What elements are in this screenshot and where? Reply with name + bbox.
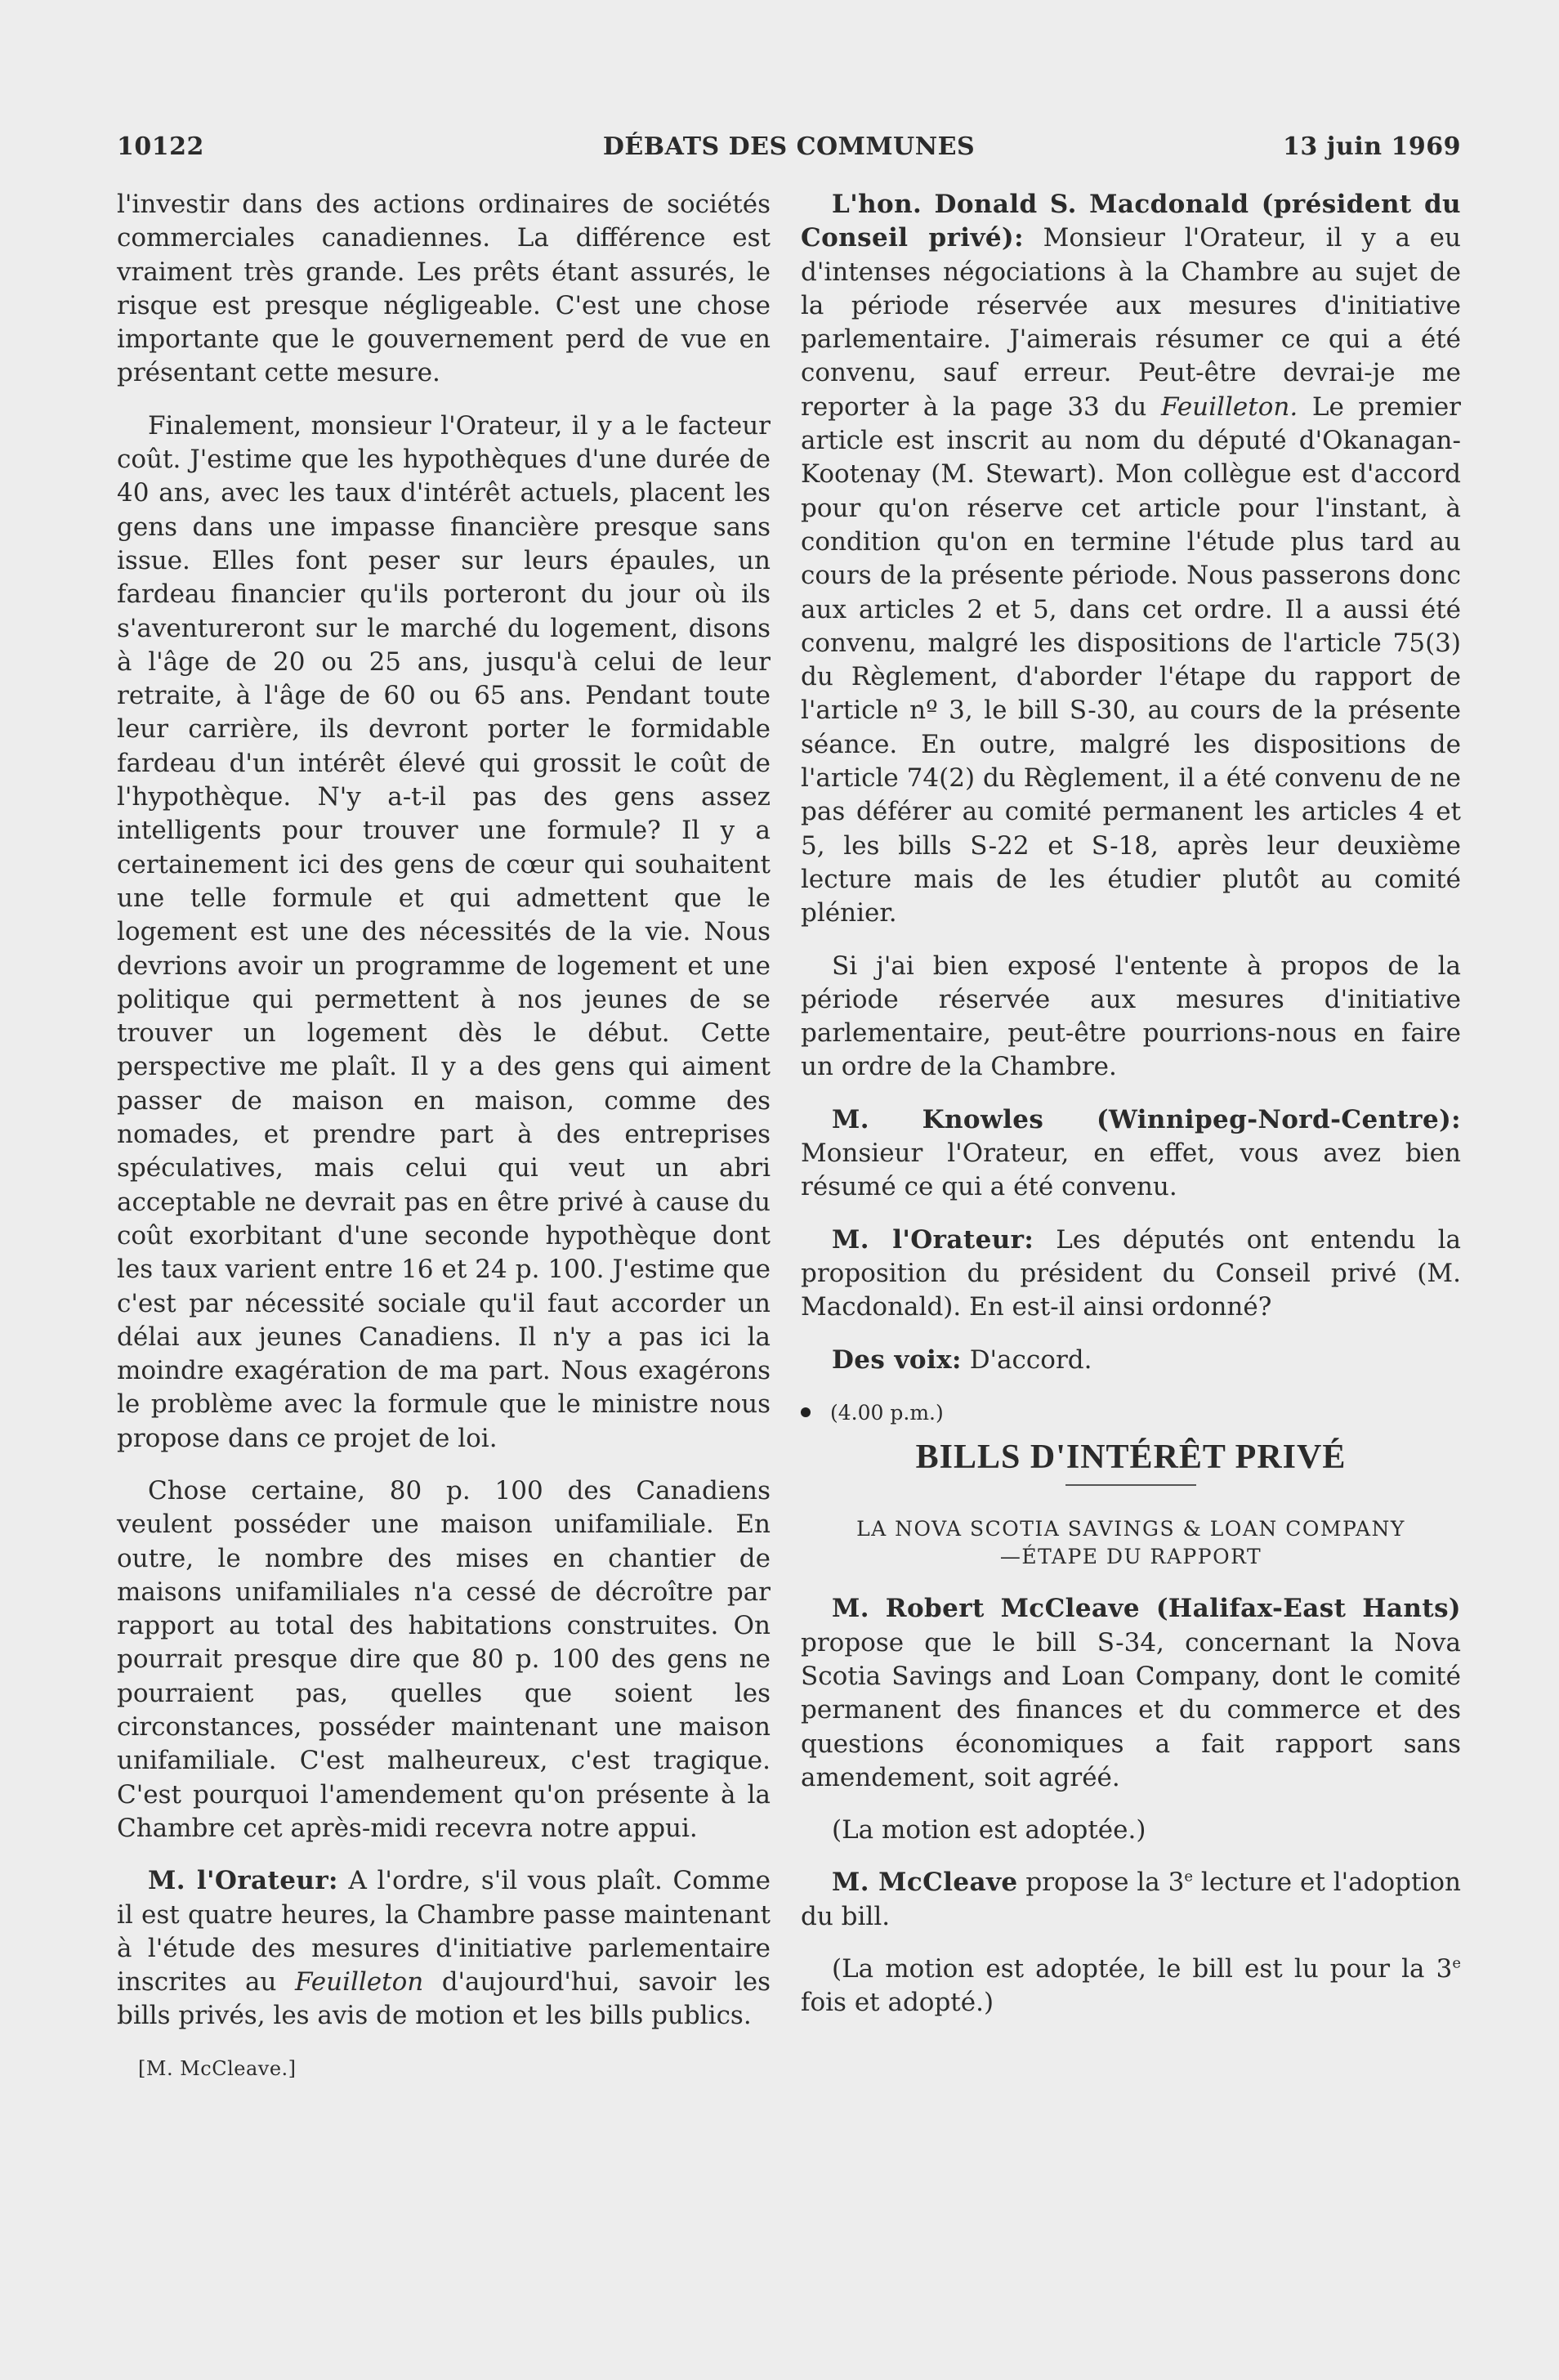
paragraph-text: D'accord. — [961, 1344, 1092, 1375]
paragraph-text: Monsieur l'Orateur, il y a eu d'intenses négociations à la Chambre au sujet de la période réservée aux mesures d'initiative parlementaire. J'aimerais résumer ce qui a été convenu, sauf erreur. Peut-être devrai-je me reporter à la page 33 du — [801, 223, 1461, 422]
signature: [M. McCleave.] — [138, 2056, 297, 2080]
italic-feuilleton: Feuilleton — [294, 1967, 424, 1998]
right-paragraph-1 — [801, 188, 1461, 931]
section-divider — [1065, 1484, 1196, 1486]
paragraph-text: Monsieur l'Orateur, en effet, vous avez bien résumé ce qui a été convenu. — [801, 1139, 1461, 1202]
bullet-icon — [801, 1407, 811, 1417]
right-paragraph-4 — [801, 1224, 1461, 1325]
timestamp — [801, 1396, 1461, 1429]
superscript: e — [1184, 1868, 1194, 1886]
left-column — [117, 188, 771, 2086]
paragraph-text: Les députés ont entendu la proposition du président du Conseil privé (M. Macdonald). En est-il ainsi ordonné? — [801, 1224, 1461, 1322]
speaker-voices: Des voix: — [832, 1344, 962, 1375]
right-paragraph-3 — [801, 1103, 1461, 1205]
speaker-orateur: M. l'Orateur: — [832, 1224, 1034, 1255]
right-paragraph-6 — [801, 1592, 1461, 1795]
left-paragraph-4 — [117, 1864, 771, 2033]
paragraph-text: propose que le bill S-34, concernant la Nova Scotia Savings and Loan Company, dont le comité permanent des finances et du commerce et des questions économiques a fait rapport sans amendement, soit agréé. — [801, 1627, 1461, 1792]
speaker-orateur: M. l'Orateur: — [148, 1866, 338, 1896]
paragraph-text: fois et adopté.) — [801, 1988, 994, 2018]
left-paragraph-3: Chose certaine, 80 p. 100 des Canadiens veulent posséder une maison unifamiliale. En outre, le nombre des mises en chantier de maisons unifamiliales n'a cessé de décroître par rapport au total des habitations construites. On pourrait presque dire que 80 p. 100 des gens ne pourraient pas, quelles que soient les circonstances, posséder maintenant une maison unifamiliale. C'est malheureux, c'est tragique. C'est pourquoi l'amendement qu'on présente à la Chambre cet après-midi recevra notre appui. — [117, 1475, 771, 1843]
sub-heading — [801, 1515, 1461, 1571]
page-date: 13 juin 1969 — [1282, 132, 1461, 161]
right-paragraph-2: Si j'ai bien exposé l'entente à propos de la période réservée aux mesures d'initiative parlementaire, peut-être pourrions-nous en faire un ordre de la Chambre. — [801, 951, 1461, 1082]
section-title: BILLS D'INTÉRÊT PRIVÉ — [915, 1438, 1347, 1477]
paragraph-text: (La motion est adoptée, le bill est lu pour la 3 — [832, 1954, 1453, 1984]
right-paragraph-9 — [801, 1953, 1461, 2020]
page-number: 10122 — [117, 132, 204, 161]
right-column — [801, 188, 1461, 2039]
left-paragraph-2: Finalement, monsieur l'Orateur, il y a le facteur coût. J'estime que les hypothèques d'une durée de 40 ans, avec les taux d'intérêt actuels, placent les gens dans une impasse financière presque sans issue. Elles font peser sur leurs épaules, un fardeau financier qu'ils porteront du jour où ils s'aventureront sur le marché du logement, disons à l'âge de 20 ou 25 ans, jusqu'à celui de leur retraite, à l'âge de 60 ou 65 ans. Pendant toute leur carrière, ils devront porter le formidable fardeau d'un intérêt élevé qui grossit le coût de l'hypothèque. N'y a-t-il pas des gens assez intelligents pour trouver une formule? Il y a certainement ici des gens de cœur qui souhaitent une telle formule et qui admettent que le logement est une des nécessités de la vie. Nous devrions avoir un programme de logement et une politique qui permettent à nos jeunes de se trouver un logement dès le début. Cette perspective me plaît. Il y a des gens qui aiment passer de maison en maison, comme des nomades, et prendre part à des entreprises spéculatives, mais celui qui veut un abri acceptable ne devrait pas en être privé à cause du coût exorbitant d'une seconde hypothèque dont les taux varient entre 16 et 24 p. 100. J'estime que c'est par nécessité sociale qu'il faut accorder un délai aux jeunes Canadiens. Il n'y a pas ici la moindre exagération de ma part. Nous exagérons le problème avec la formule que le ministre nous propose dans ce projet de loi. — [117, 410, 771, 1453]
paragraph-text: Le premier article est inscrit au nom du député d'Okanagan-Kootenay (M. Stewart). Mon collègue est d'accord pour qu'on réserve cet article pour l'instant, à condition qu'on en termine l'étude plus tard au cours de la présente période. Nous passerons donc aux articles 2 et 5, dans cet ordre. Il a aussi été convenu, malgré les dispositions de l'article 75(3) du Règlement, d'aborder l'étape du rapport de l'article nº 3, le bill S-30, au cours de la présente séance. En outre, malgré les dispositions de l'article 74(2) du Règlement, il a été convenu de ne pas déférer au comité permanent les articles 4 et 5, les bills S-22 et S-18, après leur deuxième lecture mais de les étudier plutôt au comité plénier. — [801, 391, 1462, 928]
paragraph-text: A l'ordre, s'il vous plaît. Comme il est quatre heures, la Chambre passe maintenant à l'étude des mesures d'initiative parlementaire inscrites au — [117, 1866, 771, 1998]
page-header — [117, 123, 1461, 172]
right-paragraph-7: (La motion est adoptée.) — [832, 1815, 1146, 1845]
timestamp-text: (4.00 p.m.) — [830, 1400, 944, 1425]
paragraph-text: lecture et l'adoption du bill. — [801, 1868, 1461, 1931]
paragraph-text: propose la 3 — [1017, 1868, 1185, 1898]
sub-heading-line-2: —ÉTAPE DU RAPPORT — [999, 1545, 1262, 1569]
page-title: DÉBATS DES COMMUNES — [602, 132, 976, 161]
speaker-mccleave: M. Robert McCleave (Halifax-East Hants) — [832, 1594, 1461, 1624]
superscript: e — [1452, 1954, 1461, 1972]
italic-feuilleton: Feuilleton. — [1161, 391, 1298, 422]
left-paragraph-1: l'investir dans des actions ordinaires de sociétés commerciales canadiennes. La différence est vraiment très grande. Les prêts étant assurés, le risque est presque négligeable. C'est une chose importante que le gouvernement perd de vue en présentant cette mesure. — [117, 190, 771, 388]
speaker-knowles: M. Knowles (Winnipeg-Nord-Centre): — [832, 1104, 1461, 1134]
right-paragraph-8 — [801, 1866, 1461, 1934]
speaker-mccleave: M. McCleave — [832, 1868, 1018, 1898]
right-paragraph-5 — [801, 1344, 1461, 1377]
paragraph-text: d'aujourd'hui, savoir les bills privés, les avis de motion et les bills publics. — [117, 1967, 771, 2031]
sub-heading-line-1: LA NOVA SCOTIA SAVINGS & LOAN COMPANY — [856, 1517, 1405, 1541]
speaker-macdonald: L'hon. Donald S. Macdonald (président du Conseil privé): — [801, 190, 1461, 253]
